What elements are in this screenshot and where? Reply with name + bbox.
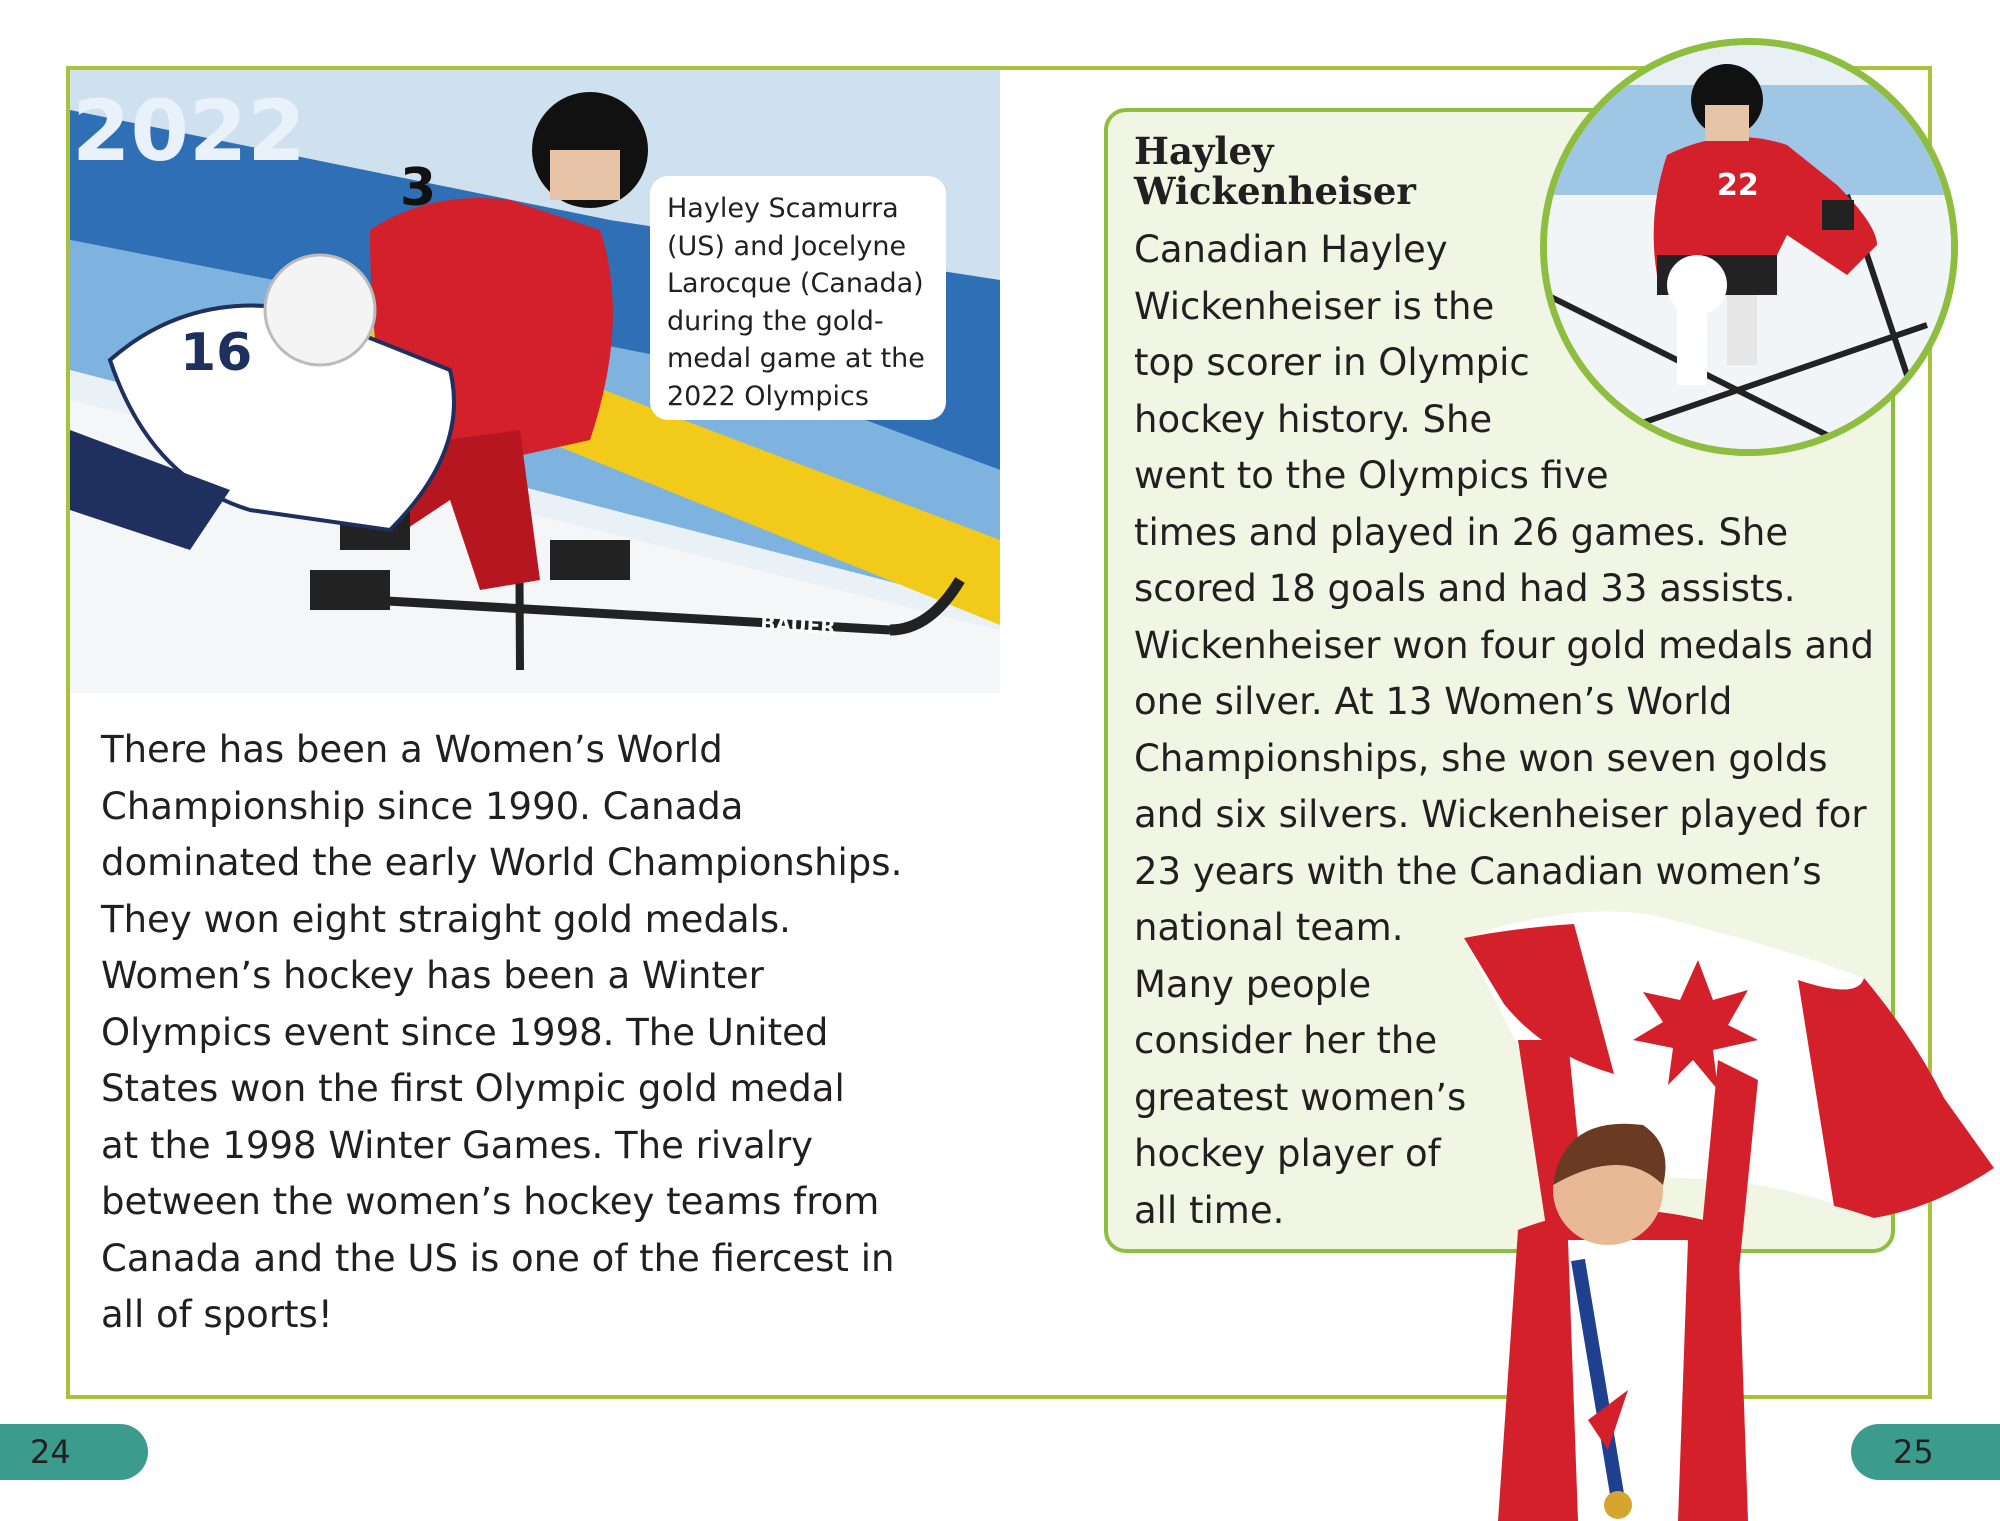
body-line: Championship since 1990. Canada	[101, 784, 744, 828]
sidebar-title	[1134, 131, 1534, 211]
caption-line: medal game at the	[667, 343, 925, 374]
sidebar-line: hockey history. She	[1134, 397, 1493, 441]
sidebar-line: times and played in 26 games. She	[1134, 510, 1789, 554]
sidebar-line: went to the Olympics five	[1134, 454, 1609, 497]
sidebar-line: consider her the	[1134, 1019, 1438, 1062]
stick-brand-text: BAUER	[759, 611, 837, 639]
body-line: dominated the early World Championships.	[101, 841, 903, 884]
sidebar-line: top scorer in Olympic	[1134, 341, 1530, 384]
title-line: Wickenheiser	[1134, 169, 1416, 213]
sidebar-line: and six silvers. Wickenheiser played for	[1134, 793, 1867, 836]
sidebar-line: Many people	[1134, 962, 1372, 1006]
caption-line: during the gold-	[667, 305, 884, 337]
caption-line: Larocque (Canada)	[667, 268, 924, 299]
left-body-text	[101, 722, 941, 1344]
photo-caption	[650, 176, 946, 420]
sidebar-line: Championships, she won seven golds	[1134, 736, 1828, 780]
caption-line: (US) and Jocelyne	[667, 230, 907, 262]
sidebar-line: Wickenheiser is the	[1134, 284, 1495, 328]
sidebar-line: scored 18 goals and had 33 assists.	[1134, 567, 1796, 610]
caption-line: 2022 Olympics	[667, 380, 869, 412]
sidebar-line: 23 years with the Canadian women’s	[1134, 849, 1822, 893]
body-line: Women’s hockey has been a Winter	[101, 954, 764, 997]
jersey-number-white: 16	[180, 323, 253, 383]
body-line: There has been a Women’s World	[101, 728, 723, 771]
wickenheiser-action-photo	[1540, 38, 1958, 456]
sidebar-line: Wickenheiser won four gold medals and	[1134, 623, 1874, 667]
page-number-left: 24	[0, 1424, 148, 1480]
jersey-number: 22	[1717, 168, 1759, 203]
rink-board-text: 2022	[72, 82, 306, 180]
body-line: all of sports!	[101, 1293, 333, 1336]
sidebar-line: national team.	[1134, 906, 1404, 949]
sidebar-line: all time.	[1134, 1188, 1285, 1232]
caption-line: Hayley Scamurra	[667, 193, 899, 224]
page-number-right: 25	[1851, 1424, 2000, 1480]
sidebar-line: hockey player of	[1134, 1132, 1441, 1175]
body-line: States won the first Olympic gold medal	[101, 1067, 845, 1110]
jersey-number-red: 3	[400, 158, 437, 218]
body-line: between the women’s hockey teams from	[101, 1180, 880, 1223]
sidebar-line: Canadian Hayley	[1134, 228, 1448, 271]
body-line: at the 1998 Winter Games. The rivalry	[101, 1123, 814, 1167]
body-line: Olympics event since 1998. The United	[101, 1010, 829, 1054]
title-line: Hayley	[1134, 129, 1274, 173]
sidebar-line: one silver. At 13 Women’s World	[1134, 680, 1733, 723]
body-line: They won eight straight gold medals.	[101, 897, 791, 941]
body-line: Canada and the US is one of the fiercest in	[101, 1236, 895, 1280]
sidebar-line: greatest women’s	[1134, 1075, 1467, 1119]
